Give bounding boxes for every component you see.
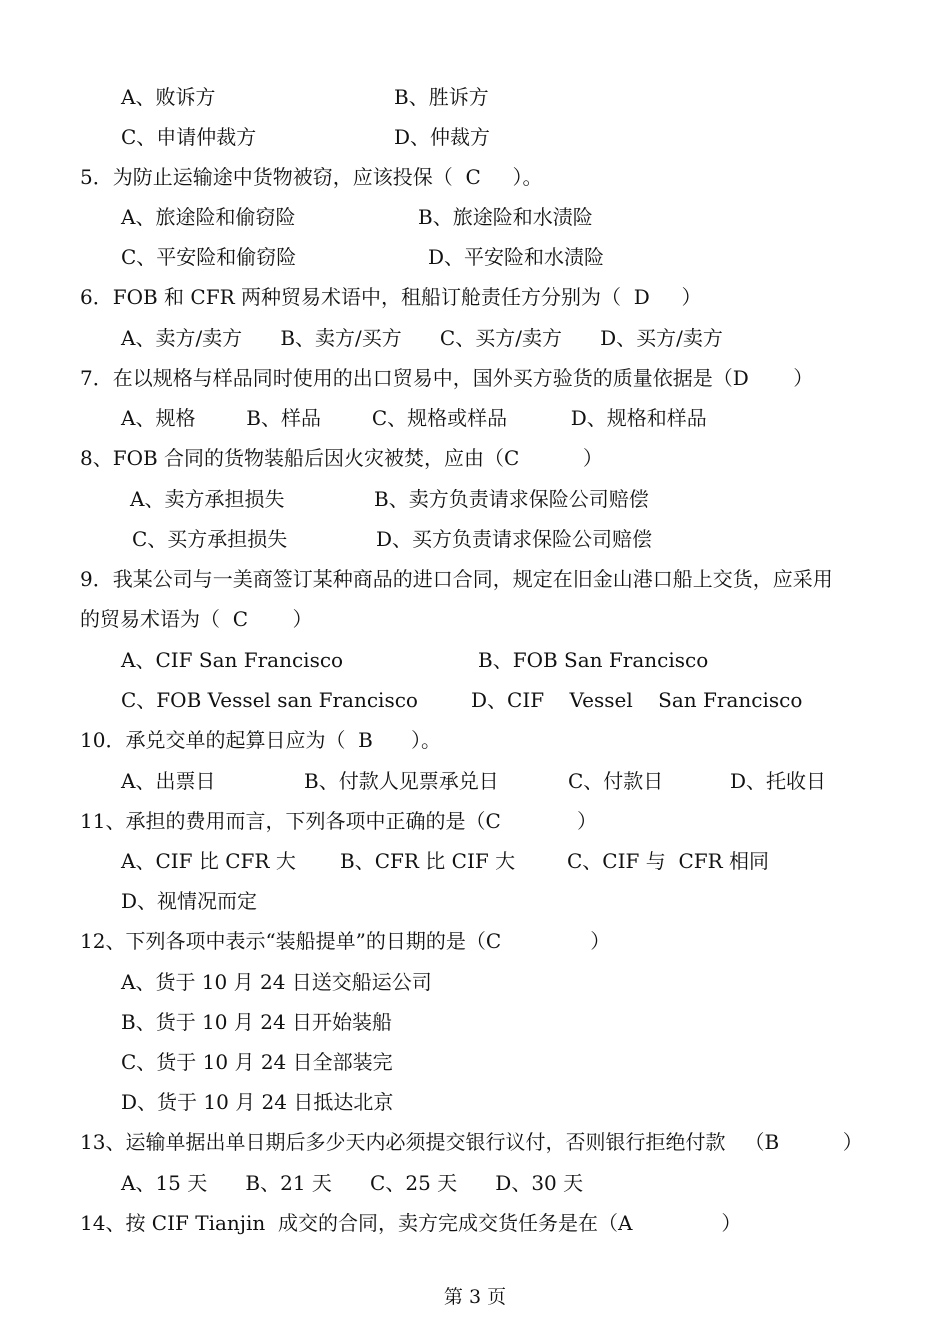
q8-option-b: B、卖方负责请求保险公司赔偿: [374, 487, 649, 511]
q12-option-c: C、货于 10 月 24 日全部装完: [121, 1050, 393, 1074]
q9-stem-line1: 9．我某公司与一美商签订某种商品的进口合同，规定在旧金山港口船上交货，应采用: [80, 567, 833, 591]
q14-stem: 14、按 CIF Tianjin 成交的合同，卖方完成交货任务是在（A ）: [80, 1211, 742, 1235]
q6-options: A、卖方/卖方 B、卖方/买方 C、买方/卖方 D、买方/卖方: [121, 326, 723, 350]
q12-stem: 12、下列各项中表示“装船提单”的日期的是（C ）: [80, 929, 611, 953]
q13-stem: 13、运输单据出单日期后多少天内必须提交银行议付，否则银行拒绝付款 （B ）: [80, 1130, 863, 1154]
q4-option-a: A、败诉方: [121, 85, 216, 109]
q12-option-a: A、货于 10 月 24 日送交船运公司: [121, 970, 432, 994]
q9-option-a: A、CIF San Francisco: [121, 648, 344, 672]
q11-stem: 11、承担的费用而言，下列各项中正确的是（C ）: [80, 809, 598, 833]
q11-option-d: D、视情况而定: [121, 889, 258, 913]
q8-stem: 8、FOB 合同的货物装船后因火灾被焚，应由（C ）: [80, 446, 603, 470]
q6-stem: 6．FOB 和 CFR 两种贸易术语中，租船订舱责任方分别为（ D ）: [80, 285, 702, 309]
q5-option-d: D、平安险和水渍险: [428, 245, 605, 269]
q5-option-b: B、旅途险和水渍险: [418, 205, 593, 229]
q10-stem: 10．承兑交单的起算日应为（ B ）。: [80, 728, 442, 752]
q5-option-c: C、平安险和偷窃险: [121, 245, 297, 269]
q5-stem: 5．为防止运输途中货物被窃，应该投保（ C ）。: [80, 165, 543, 189]
q8-option-d: D、买方负责请求保险公司赔偿: [376, 527, 653, 551]
q7-options: A、规格 B、样品 C、规格或样品 D、规格和样品: [121, 406, 707, 430]
q12-option-d: D、货于 10 月 24 日抵达北京: [121, 1090, 394, 1114]
q12-option-b: B、货于 10 月 24 日开始装船: [121, 1010, 393, 1034]
q8-option-c: C、买方承担损失: [132, 527, 288, 551]
q5-option-a: A、旅途险和偷窃险: [121, 205, 296, 229]
q9-option-d: D、CIF Vessel San Francisco: [471, 688, 803, 712]
q10-option-a: A、出票日: [121, 769, 216, 793]
q10-option-b: B、付款人见票承兑日: [304, 769, 499, 793]
q4-option-b: B、胜诉方: [394, 85, 489, 109]
q4-option-c: C、申请仲裁方: [121, 125, 257, 149]
q11-option-b: B、CFR 比 CIF 大: [340, 849, 516, 873]
q13-options: A、15 天 B、21 天 C、25 天 D、30 天: [121, 1171, 584, 1195]
q9-stem-line2: 的贸易术语为（ C ）: [80, 607, 313, 631]
q9-option-b: B、FOB San Francisco: [478, 648, 709, 672]
q4-option-d: D、仲裁方: [394, 125, 491, 149]
q10-option-c: C、付款日: [568, 769, 664, 793]
q11-option-a: A、CIF 比 CFR 大: [121, 849, 296, 873]
q11-option-c: C、CIF 与 CFR 相同: [567, 849, 770, 873]
q8-option-a: A、卖方承担损失: [130, 487, 285, 511]
page-number: 第 3 页: [443, 1286, 507, 1308]
q9-option-c: C、FOB Vessel san Francisco: [121, 688, 418, 712]
q10-option-d: D、托收日: [730, 769, 827, 793]
q7-stem: 7．在以规格与样品同时使用的出口贸易中，国外买方验货的质量依据是（D ）: [80, 366, 814, 390]
